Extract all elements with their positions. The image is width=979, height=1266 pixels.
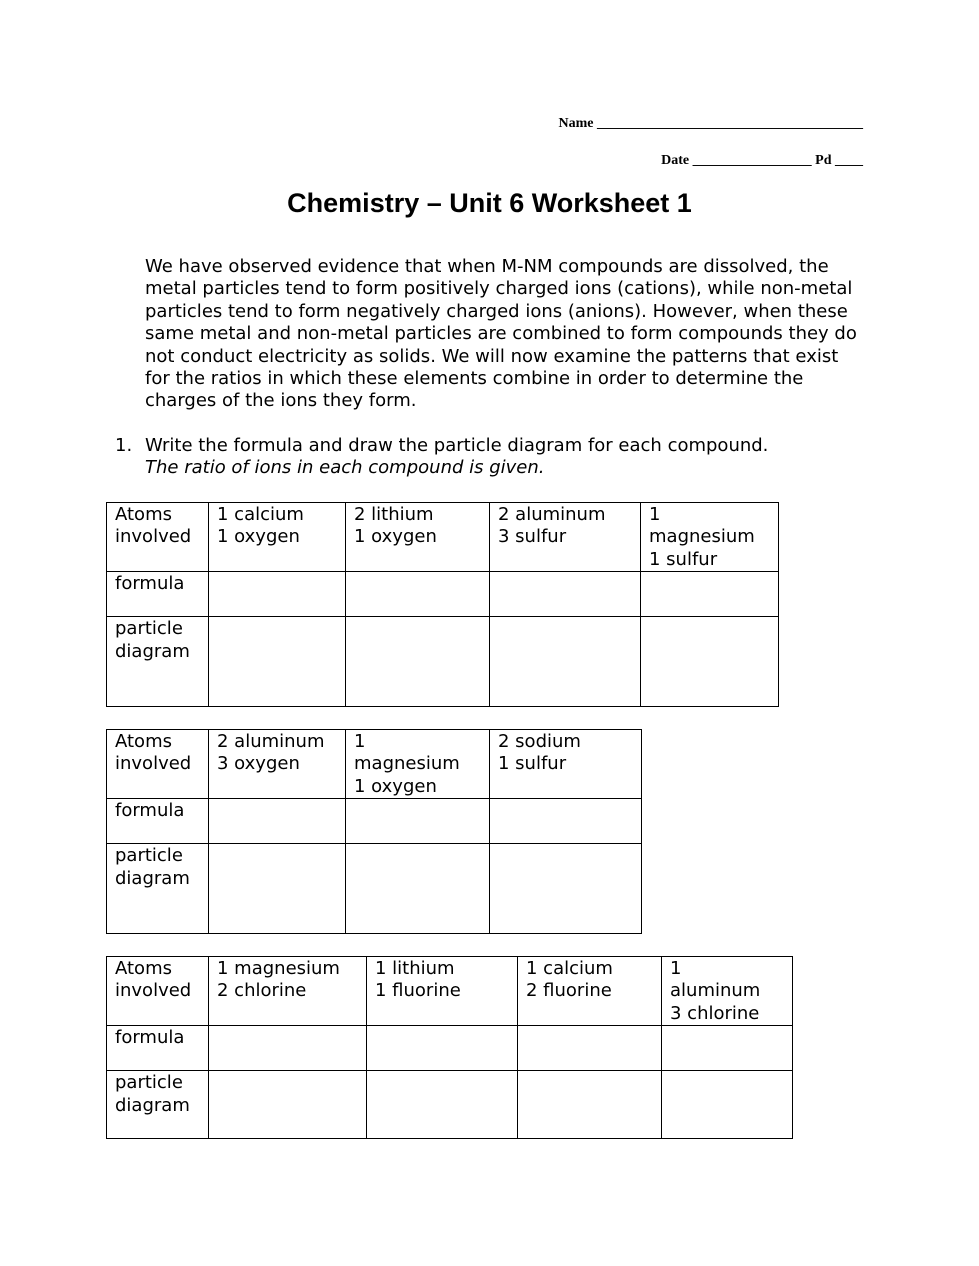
compound-header: 1 magnesium 1 sulfur [641,503,779,572]
formula-cell[interactable] [518,1026,662,1071]
page-title: Chemistry – Unit 6 Worksheet 1 [287,188,692,218]
question-note: The ratio of ions in each compound is given. [145,457,545,479]
row-label-atoms: Atoms involved [107,730,209,799]
formula-cell[interactable] [209,572,346,617]
row-label-atoms: Atoms involved [107,957,209,1026]
diagram-cell[interactable] [367,1071,518,1139]
formula-cell[interactable] [641,572,779,617]
diagram-cell[interactable] [490,844,642,934]
row-label-diagram: particle diagram [107,617,209,707]
compound-header: 1 lithium 1 fluorine [367,957,518,1026]
diagram-cell[interactable] [518,1071,662,1139]
table-row [107,730,642,799]
question-1 [115,435,835,480]
diagram-cell[interactable] [209,617,346,707]
compound-table-3 [106,956,793,1139]
compound-table-1 [106,502,779,707]
formula-cell[interactable] [490,799,642,844]
compound-header: 1 magnesium 1 oxygen [346,730,490,799]
name-line [559,116,864,132]
period-label: Pd [815,153,832,168]
diagram-cell[interactable] [346,844,490,934]
formula-cell[interactable] [346,799,490,844]
table-row [107,503,779,572]
diagram-cell[interactable] [209,1071,367,1139]
question-number: 1. [115,435,133,456]
table-row [107,844,642,934]
formula-cell[interactable] [346,572,490,617]
table-row [107,572,779,617]
diagram-cell[interactable] [346,617,490,707]
diagram-cell[interactable] [490,617,641,707]
compound-header: 1 calcium 1 oxygen [209,503,346,572]
compound-header: 2 sodium 1 sulfur [490,730,642,799]
row-label-formula: formula [107,572,209,617]
compound-header: 2 lithium 1 oxygen [346,503,490,572]
date-line [661,153,863,169]
question-text: Write the formula and draw the particle diagram for each compound. [145,435,769,456]
name-field[interactable]: ______________________________________ [597,116,863,131]
row-label-atoms: Atoms involved [107,503,209,572]
formula-cell[interactable] [662,1026,793,1071]
formula-cell[interactable] [209,1026,367,1071]
intro-paragraph: We have observed evidence that when M-NM compounds are dissolved, the metal particles tend to form positively charged ions (cations), while non-metal particles tend to form negatively charged ions (anions). However, when these same metal and non-metal particles are combined to form compounds they do not conduct electricity as solids. We will now examine the patterns that exist for the ratios in which these elements combine in order to determine the charges of the ions they form. [145,256,857,412]
compound-table-2 [106,729,642,934]
compound-header: 1 aluminum 3 chlorine [662,957,793,1026]
date-field[interactable]: _________________ [692,153,812,168]
row-label-diagram: particle diagram [107,1071,209,1139]
period-field[interactable]: ____ [835,153,863,168]
formula-cell[interactable] [367,1026,518,1071]
date-label: Date [661,153,690,168]
formula-cell[interactable] [490,572,641,617]
row-label-diagram: particle diagram [107,844,209,934]
table-row [107,1071,793,1139]
compound-header: 2 aluminum 3 oxygen [209,730,346,799]
table-row [107,617,779,707]
table-row [107,799,642,844]
compound-header: 1 calcium 2 fluorine [518,957,662,1026]
name-label: Name [558,116,594,131]
table-row [107,1026,793,1071]
row-label-formula: formula [107,799,209,844]
formula-cell[interactable] [209,799,346,844]
compound-header: 2 aluminum 3 sulfur [490,503,641,572]
compound-header: 1 magnesium 2 chlorine [209,957,367,1026]
diagram-cell[interactable] [641,617,779,707]
table-row [107,957,793,1026]
diagram-cell[interactable] [209,844,346,934]
diagram-cell[interactable] [662,1071,793,1139]
row-label-formula: formula [107,1026,209,1071]
